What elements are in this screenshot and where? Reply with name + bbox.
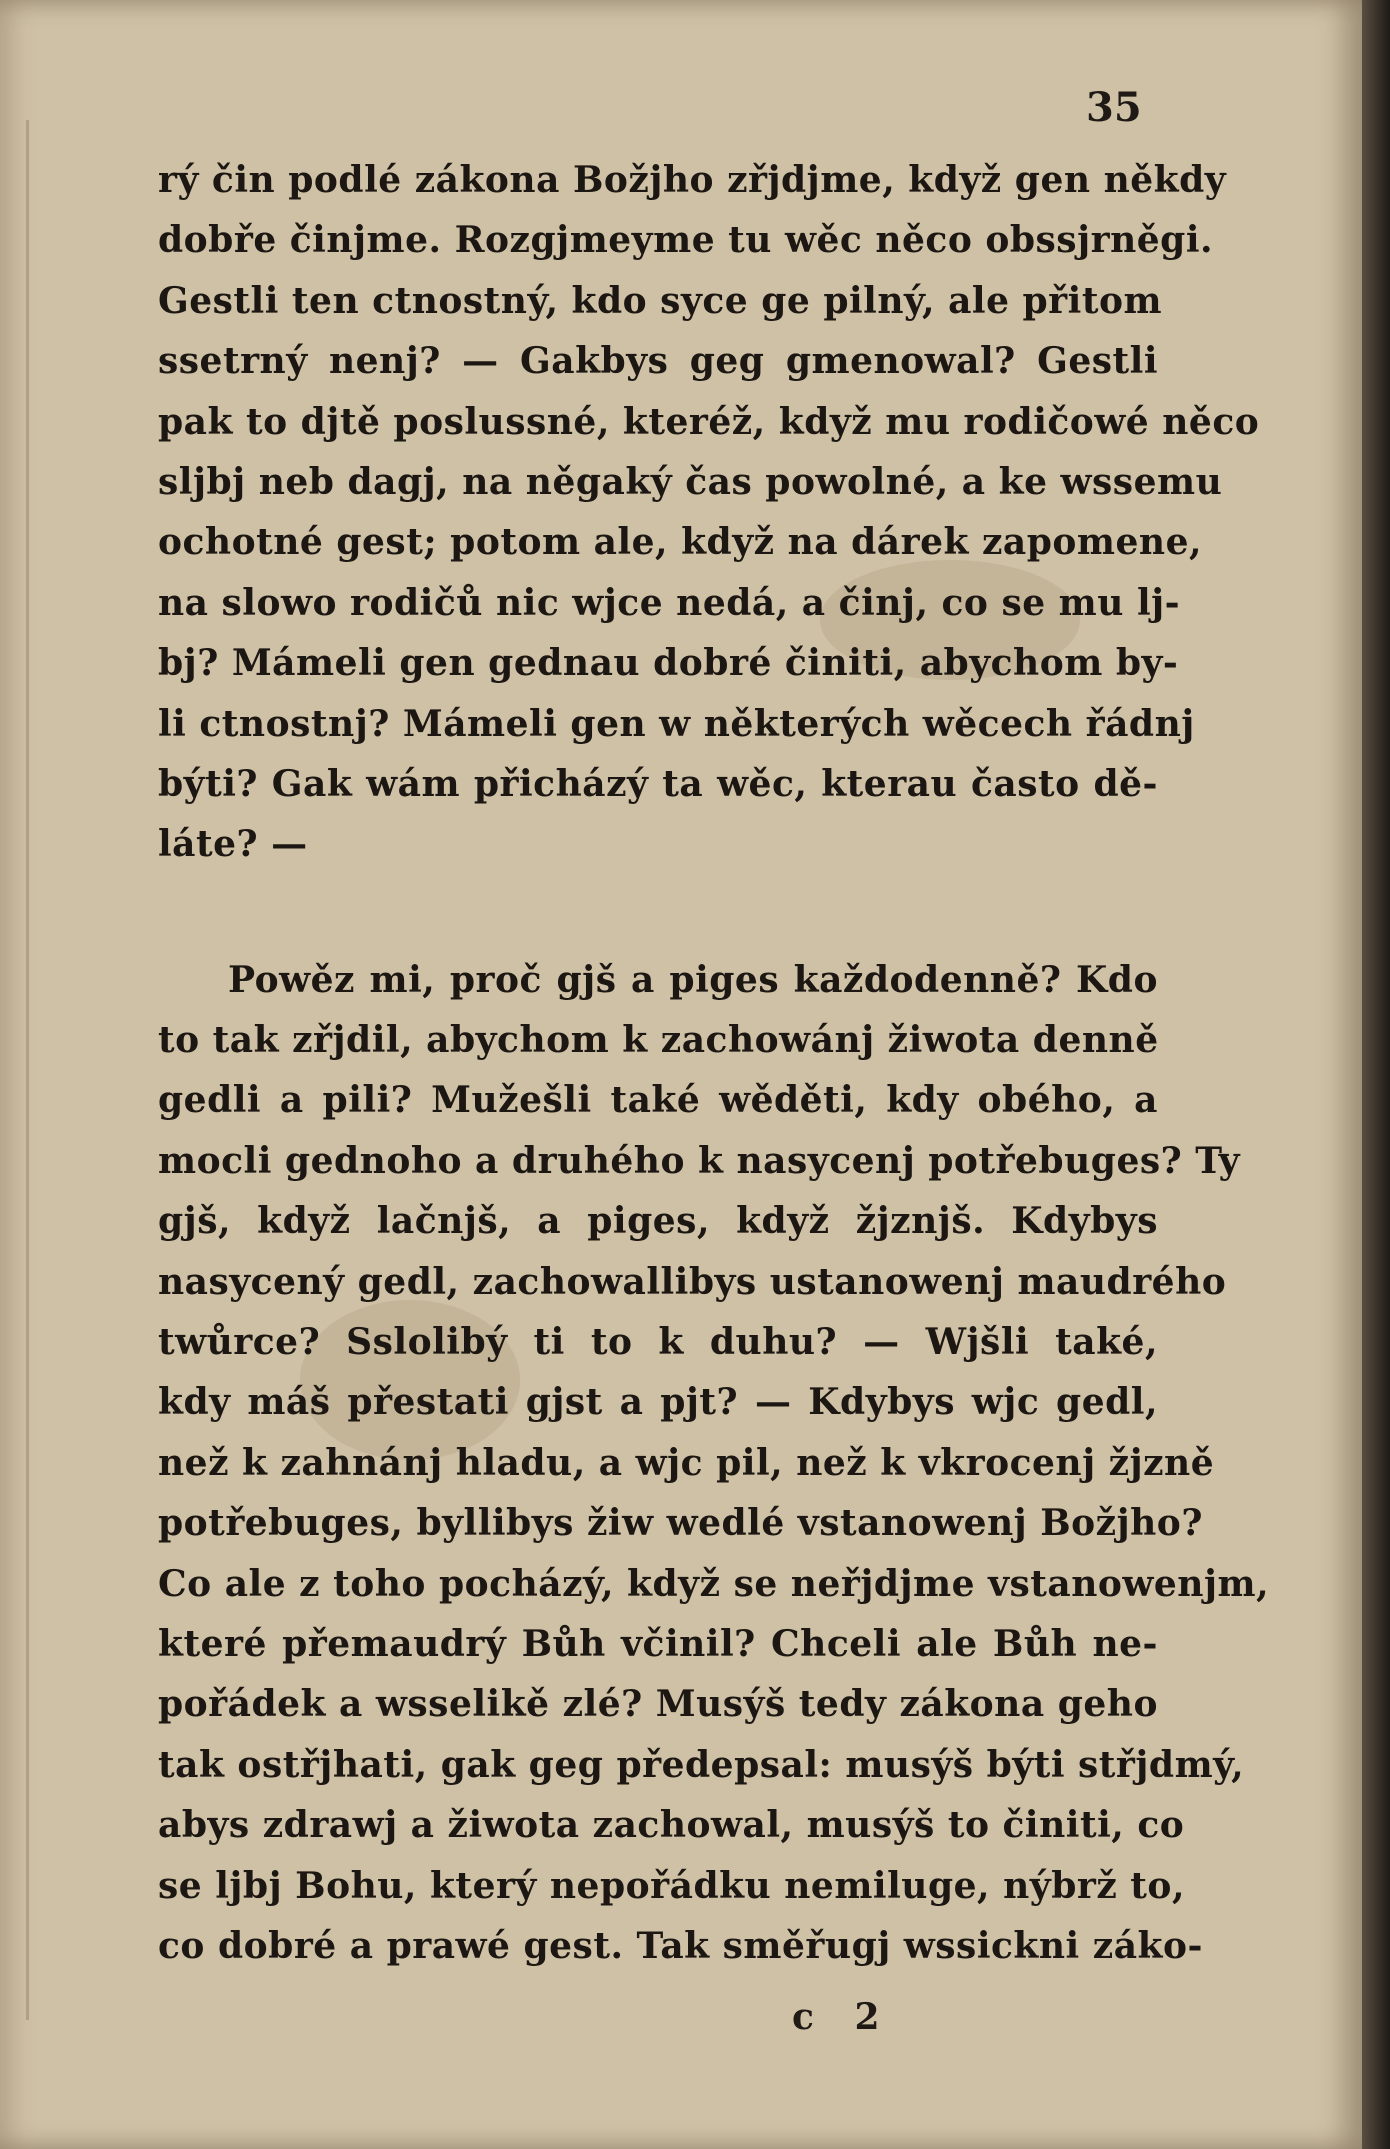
text-line: potřebuges, byllibys žiw wedlé vstanowenj Božjho? <box>158 1502 1203 1545</box>
text-line: li ctnostnj? Mámeli gen w některých wěcech řádnj <box>158 702 1195 745</box>
text-line: bj? Mámeli gen gednau dobré činiti, abychom by- <box>158 642 1179 685</box>
text-line: ssetrný nenj? — Gakbys geg gmenowal? Gestli <box>158 340 1158 383</box>
text-line: abys zdrawj a žiwota zachowal, musýš to činiti, co <box>158 1804 1185 1847</box>
text-line: pořádek a wsselikě zlé? Musýš tedy zákona geho <box>158 1683 1158 1726</box>
text-line: kdy máš přestati gjst a pjt? — Kdybys wjc gedl, <box>158 1381 1158 1424</box>
text-line: gedli a pili? Mužešli také wěděti, kdy obého, a <box>158 1079 1158 1122</box>
text-line: láte? — <box>158 823 308 866</box>
gutter-shadow <box>26 120 29 2020</box>
text-line: které přemaudrý Bůh včinil? Chceli ale Bůh ne- <box>158 1622 1158 1665</box>
text-line: než k zahnánj hladu, a wjc pil, než k vkrocenj žjzně <box>158 1441 1215 1484</box>
text-line: mocli gednoho a druhého k nasycenj potřebuges? Ty <box>158 1139 1240 1182</box>
text-line: Gestli ten ctnostný, kdo syce ge pilný, ale přitom <box>158 279 1163 322</box>
page-number: 35 <box>1086 84 1142 131</box>
signature-mark: c 2 <box>792 1996 894 2038</box>
text-line: býti? Gak wám přicházý ta wěc, kterau často dě- <box>158 762 1158 805</box>
text-line: se ljbj Bohu, který nepořádku nemiluge, nýbrž to, <box>158 1864 1185 1907</box>
body-text <box>158 150 1270 1976</box>
text-line: dobře činjme. Rozgjmeyme tu wěc něco obssjrněgi. <box>158 219 1214 262</box>
text-line: sljbj neb dagj, na něgaký čas powolné, a ke wssemu <box>158 460 1223 503</box>
paragraph-gap <box>158 875 1158 950</box>
book-edge <box>1362 0 1390 2149</box>
text-line: tak ostřjhati, gak geg předepsal: musýš býti střjdmý, <box>158 1743 1245 1786</box>
text-line: Co ale z toho pocházý, když se neřjdjme vstanowenjm, <box>158 1562 1270 1605</box>
text-line: gjš, když lačnjš, a piges, když žjznjš. Kdybys <box>158 1200 1158 1243</box>
text-line: to tak zřjdil, abychom k zachowánj žiwota denně <box>158 1019 1159 1062</box>
text-line: nasycený gedl, zachowallibys ustanowenj maudrého <box>158 1260 1227 1303</box>
text-line: twůrce? Sslolibý ti to k duhu? — Wjšli také, <box>158 1321 1158 1364</box>
text-line: rý čin podlé zákona Božjho zřjdjme, když gen někdy <box>158 159 1227 201</box>
text-line: Powěz mi, proč gjš a piges každodenně? Kdo <box>228 958 1158 1001</box>
text-line: co dobré a prawé gest. Tak směřugj wssickni záko- <box>158 1924 1203 1967</box>
text-line: pak to djtě poslussné, kteréž, když mu rodičowé něco <box>158 400 1260 443</box>
text-line: na slowo rodičů nic wjce nedá, a činj, co se mu lj- <box>158 581 1181 624</box>
text-line: ochotné gest; potom ale, když na dárek zapomene, <box>158 521 1203 564</box>
